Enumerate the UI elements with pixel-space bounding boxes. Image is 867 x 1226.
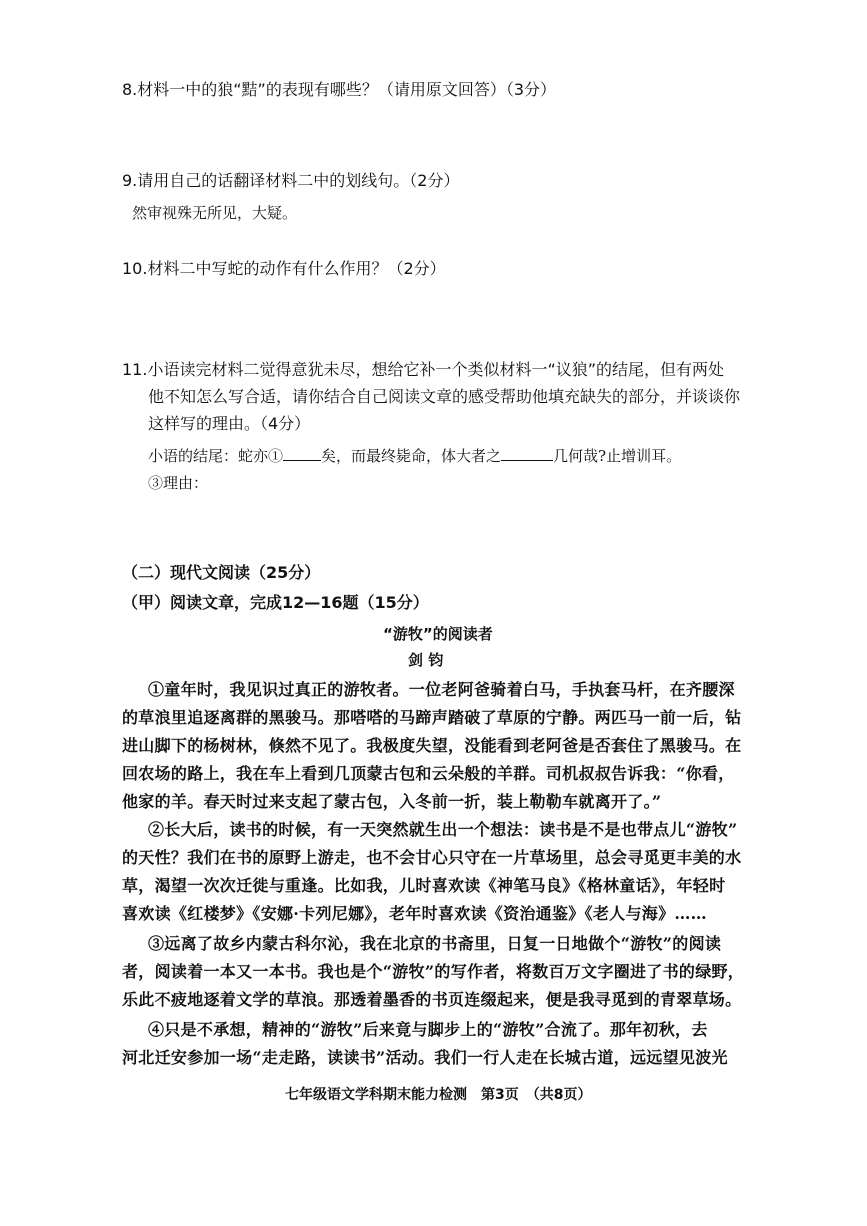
answer-blank-1[interactable]	[283, 446, 321, 461]
article-line: 乐此不疲地逐着文学的草浪。那透着墨香的书页连缀起来，便是我寻觅到的青翠草场。	[122, 990, 742, 1009]
article-line: ①童年时，我见识过真正的游牧者。一位老阿爸骑着白马，手执套马杆，在齐腰深	[148, 680, 735, 699]
question-10: 10.材料二中写蛇的动作有什么作用？（2分）	[122, 259, 446, 278]
article-line: 回农场的路上，我在车上看到几顶蒙古包和云朵般的羊群。司机叔叔告诉我：“你看，	[122, 764, 735, 783]
question-8: 8.材料一中的狼“黠”的表现有哪些？（请用原文回答）（3分）	[122, 80, 557, 99]
section-subheading: （甲）阅读文章，完成12—16题（15分）	[122, 593, 429, 612]
article-line: ④只是不承想，精神的“游牧”后来竟与脚步上的“游牧”合流了。那年初秋，去	[148, 1020, 708, 1039]
question-11-line-1: 11.小语读完材料二觉得意犹未尽，想给它补一个类似材料一“议狼”的结尾，但有两处	[122, 360, 725, 379]
question-11-reason: ③理由：	[148, 474, 209, 492]
article-author: 剑 钧	[408, 651, 444, 669]
article-line: 的天性？我们在书的原野上游走，也不会甘心只守在一片草场里，总会寻觅更丰美的水	[122, 848, 742, 867]
article-line: 喜欢读《红楼梦》《安娜·卡列尼娜》，老年时喜欢读《资治通鉴》《老人与海》……	[122, 904, 707, 923]
question-11-line-2: 他不知怎么写合适，请你结合自己阅读文章的感受帮助他填充缺失的部分，并谈谈你	[148, 387, 741, 406]
page-footer: 七年级语文学科期末能力检测 第3页 （共8页）	[285, 1087, 592, 1103]
article-line: 者，阅读着一本又一本书。我也是个“游牧”的写作者，将数百万文字圈进了书的绿野，	[122, 962, 745, 981]
article-line: 他家的羊。春天时过来支起了蒙古包，入冬前一折，装上勒勒车就离开了。”	[122, 792, 662, 811]
question-11-ending	[148, 446, 681, 464]
article-line: 草，渴望一次次迁徙与重逢。比如我，儿时喜欢读《神笔马良》《格林童话》，年轻时	[122, 876, 726, 895]
answer-blank-2[interactable]	[501, 446, 553, 461]
article-line: 的草浪里追逐离群的黑骏马。那嗒嗒的马蹄声踏破了草原的宁静。两匹马一前一后，钻	[122, 708, 742, 727]
article-line: ②长大后，读书的时候，有一天突然就生出一个想法：读书是不是也带点儿“游牧”	[148, 820, 738, 839]
article-line: ③远离了故乡内蒙古科尔沁，我在北京的书斋里，日复一日地做个“游牧”的阅读	[148, 934, 722, 953]
ending-part-b: 矣，而最终毙命，体大者之	[321, 447, 502, 465]
question-9: 9.请用自己的话翻译材料二中的划线句。（2分）	[122, 171, 460, 190]
article-line: 进山脚下的杨树林，倏然不见了。我极度失望，没能看到老阿爸是否套住了黑骏马。在	[122, 736, 742, 755]
article-title: “游牧”的阅读者	[383, 625, 493, 643]
question-9-sentence: 然审视殊无所见，大疑。	[132, 204, 298, 222]
question-11-line-3: 这样写的理由。（4分）	[148, 414, 311, 433]
ending-part-c: 几何哉?止增训耳。	[553, 447, 682, 465]
section-heading: （二）现代文阅读（25分）	[122, 563, 321, 582]
article-line: 河北迁安参加一场“走走路，读读书”活动。我们一行人走在长城古道，远远望见波光	[122, 1048, 728, 1067]
ending-part-a: 小语的结尾：蛇亦①	[148, 447, 284, 465]
